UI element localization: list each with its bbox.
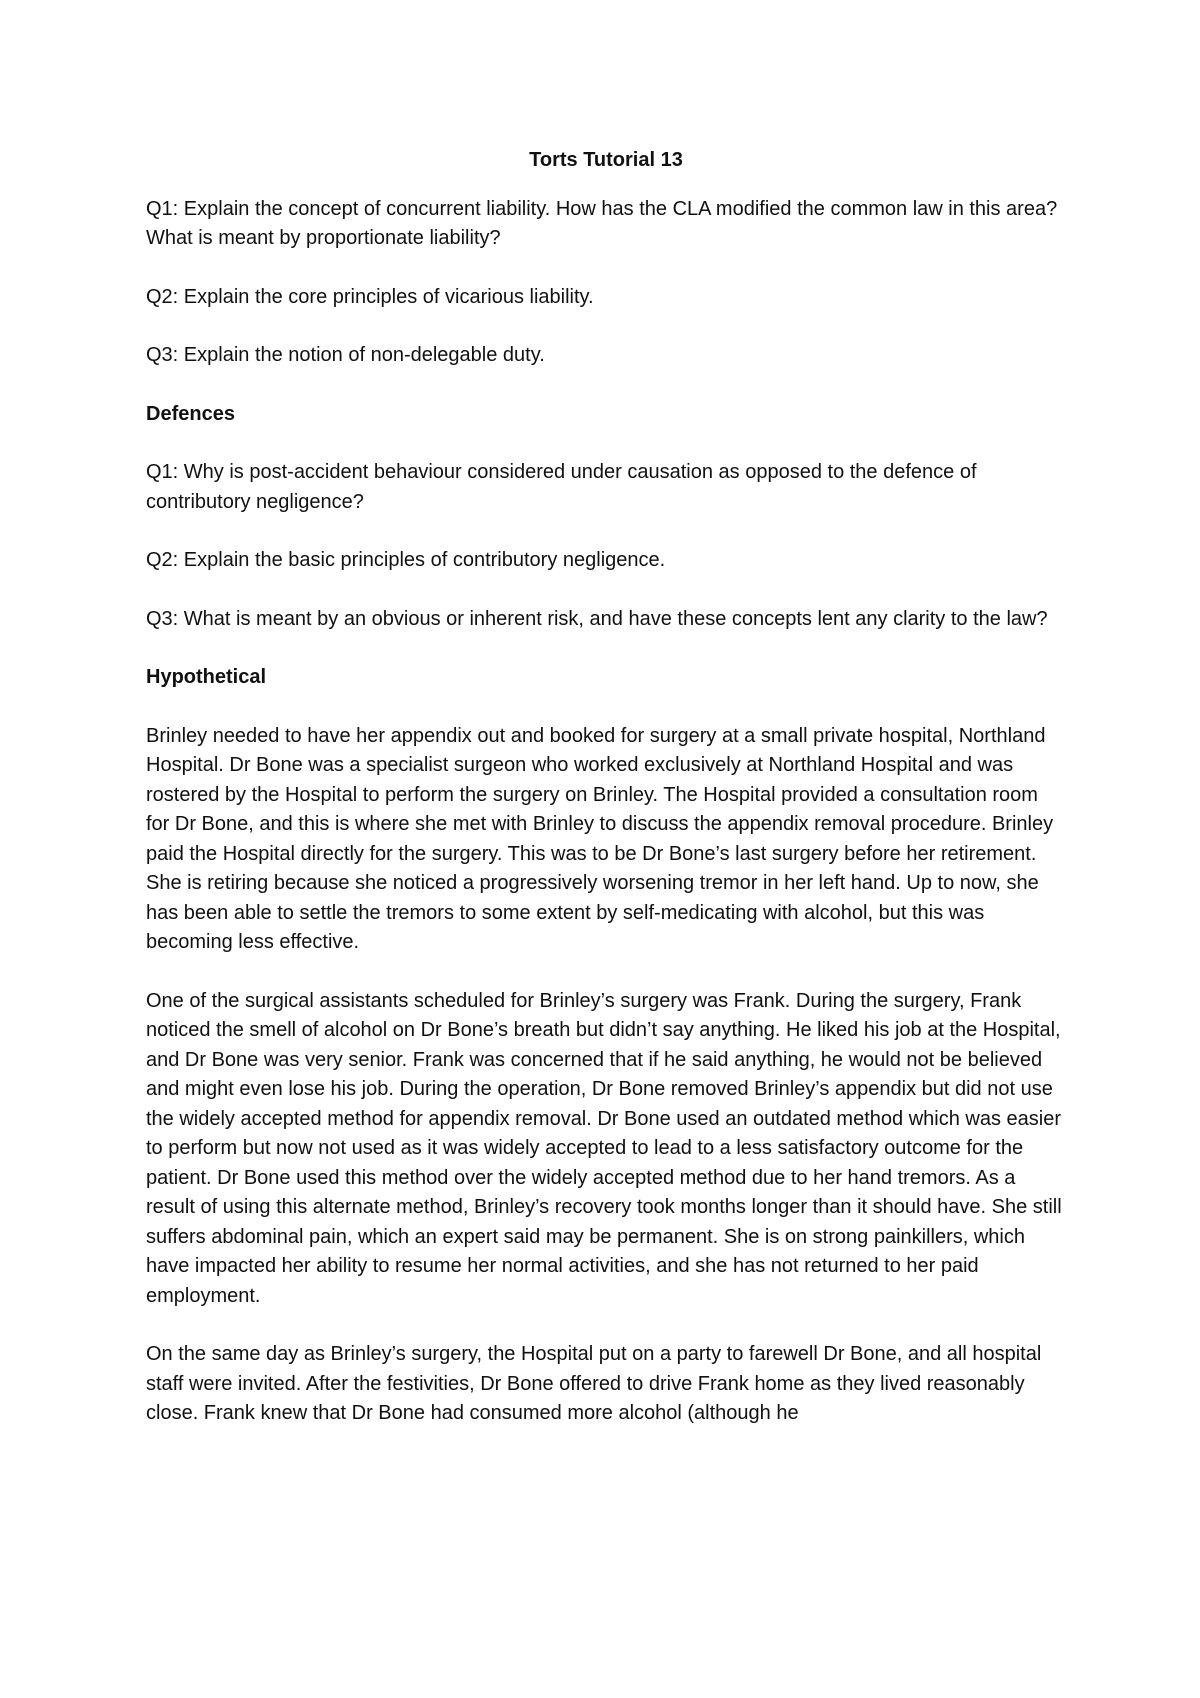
hypothetical-paragraph-1: Brinley needed to have her appendix out and booked for surgery at a small private hospital, Northland Hospital. Dr Bone was a specialist surgeon who worked exclusively at Northland Hospital and was rostered by the Hospital to perform the surgery on Brinley. The Hospital provided a consultation room for Dr Bone, and this is where she met with Brinley to discuss the appendix removal procedure. Brinley paid the Hospital directly for the surgery. This was to be Dr Bone’s last surgery before her retirement. She is retiring because she noticed a progressively worsening tremor in her left hand. Up to now, she has been able to settle the tremors to some extent by self-medicating with alcohol, but this was becoming less effective. [146, 724, 1054, 953]
question-vicarious-liability: Q2: Explain the core principles of vicarious liability. [146, 285, 594, 308]
hypothetical-paragraph-2: One of the surgical assistants scheduled for Brinley’s surgery was Frank. During the surgery, Frank noticed the smell of alcohol on Dr Bone’s breath but didn’t say anything. He liked his job at the Hospital, and Dr Bone was very senior. Frank was concerned that if he said anything, he would not be believed and might even lose his job. During the operation, Dr Bone removed Brinley’s appendix but did not use the widely accepted method for appendix removal. Dr Bone used an outdated method which was easier to perform but now not used as it was widely accepted to lead to a less satisfactory outcome for the patient. Dr Bone used this method over the widely accepted method due to her hand tremors. As a result of using this alternate method, Brinley’s recovery took months longer than it should have. She still suffers abdominal pain, which an expert said may be permanent. She is on strong painkillers, which have impacted her ability to resume her normal activities, and she has not returned to her paid employment. [146, 989, 1062, 1307]
hypothetical-paragraph-3: On the same day as Brinley’s surgery, the Hospital put on a party to farewell Dr Bone, and all hospital staff were invited. After the festivities, Dr Bone offered to drive Frank home as they lived reasonably close. Frank knew that Dr Bone had consumed more alcohol (although he [146, 1343, 1042, 1424]
question-non-delegable-duty: Q3: Explain the notion of non-delegable duty. [146, 344, 545, 366]
hypothetical-heading: Hypothetical [146, 666, 267, 688]
defences-question-3: Q3: What is meant by an obvious or inherent risk, and have these concepts lent any clarity to the law? [146, 607, 1048, 630]
defences-question-1: Q1: Why is post-accident behaviour considered under causation as opposed to the defence of contributory negligence? [146, 461, 977, 513]
defences-question-2: Q2: Explain the basic principles of contributory negligence. [146, 549, 666, 571]
document-title: Torts Tutorial 13 [529, 149, 683, 171]
document-body [146, 146, 1066, 1458]
question-concurrent-liability: Q1: Explain the concept of concurrent liability. How has the CLA modified the common law in this area? What is meant by proportionate liability? [146, 197, 1058, 249]
defences-heading: Defences [146, 402, 235, 425]
